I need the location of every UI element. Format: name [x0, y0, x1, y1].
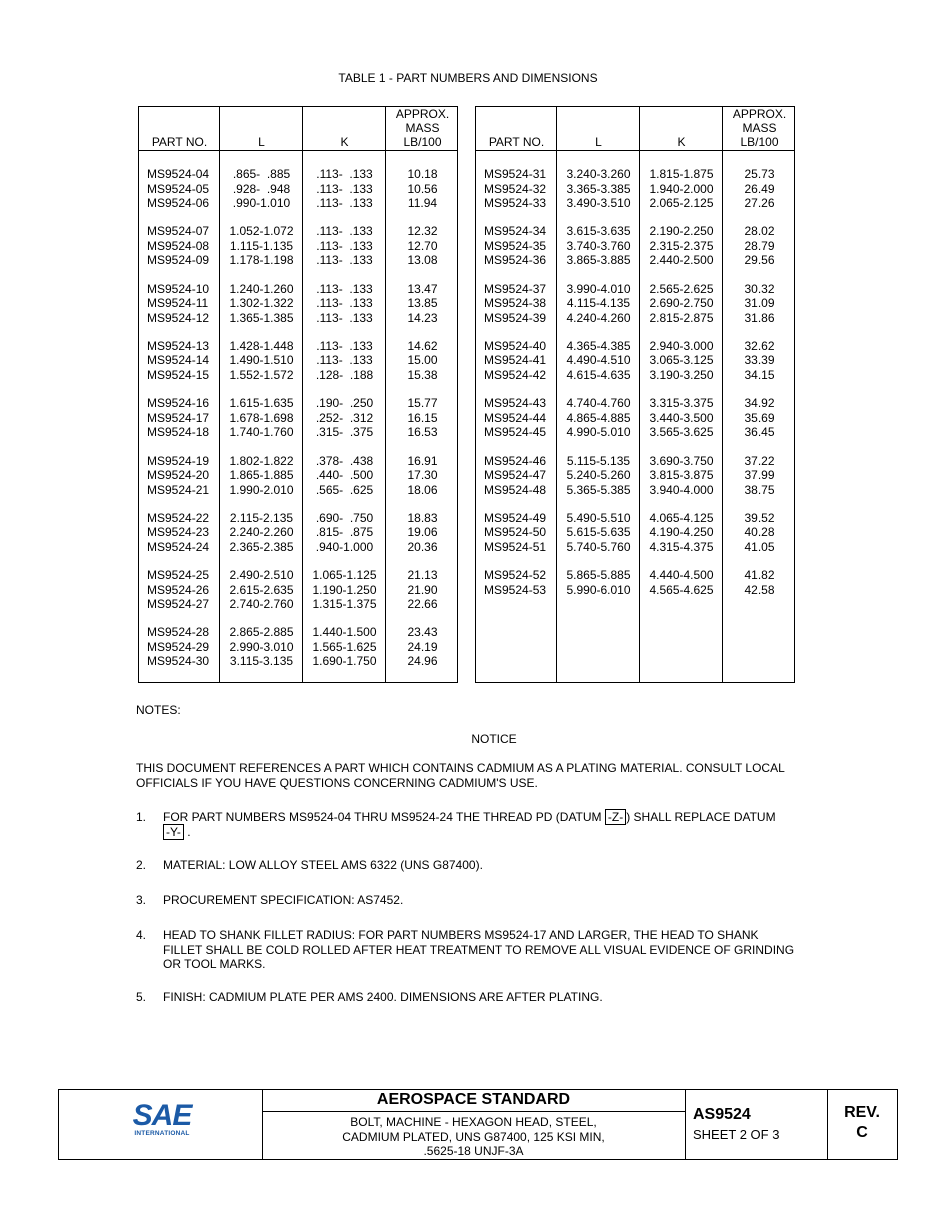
cell-part-no: MS9524-45	[484, 425, 547, 440]
cell-part-no: MS9524-04	[147, 167, 210, 181]
cell-part-no: MS9524-17	[147, 410, 210, 425]
cell-mass: 24.96	[407, 654, 438, 669]
cell-k: 1.690-1.750	[312, 654, 377, 669]
sheet-number: SHEET 2 OF 3	[693, 1127, 780, 1142]
cell-mass: 23.43	[407, 625, 438, 640]
cell-k: 3.065-3.125	[649, 353, 714, 368]
cell-mass: 18.06	[407, 482, 438, 497]
cell-l: .990-1.010	[232, 196, 291, 210]
cell-part-no: MS9524-41	[484, 353, 547, 368]
cell-part-no: MS9524-53	[484, 582, 547, 597]
datum-y-box: -Y-	[163, 824, 184, 840]
sae-logo	[127, 1099, 197, 1137]
cell-mass: 37.99	[744, 468, 775, 482]
cell-part-no: MS9524-48	[484, 482, 547, 497]
cell-l: 4.490-4.510	[566, 353, 631, 368]
cell-part-no: MS9524-30	[147, 654, 210, 669]
cell-l: 3.990-4.010	[566, 281, 631, 296]
cell-l: 1.178-1.198	[229, 253, 294, 268]
cell-part-no: MS9524-19	[147, 453, 210, 468]
cell-k: 2.690-2.750	[649, 296, 714, 311]
cell-l: 4.740-4.760	[566, 396, 631, 411]
cell-mass: 24.19	[407, 639, 438, 654]
cell-part-no: MS9524-42	[484, 367, 547, 382]
cell-part-no: MS9524-31	[484, 167, 547, 181]
cell-l: 2.990-3.010	[229, 639, 294, 654]
cell-part-no: MS9524-32	[484, 181, 547, 196]
cell-part-no: MS9524-16	[147, 396, 210, 411]
cell-k: .113- .133	[316, 224, 373, 239]
cell-l: 4.615-4.635	[566, 367, 631, 382]
cell-mass: 35.69	[744, 410, 775, 425]
cell-mass: 21.13	[407, 568, 438, 583]
cell-k: 4.190-4.250	[649, 525, 714, 540]
header-part-no: PART NO.	[488, 135, 545, 149]
cell-mass: 11.94	[407, 196, 438, 210]
cell-part-no: MS9524-24	[147, 539, 210, 554]
cell-part-no: MS9524-20	[147, 468, 210, 482]
cell-l: 5.990-6.010	[566, 582, 631, 597]
table-title: TABLE 1 - PART NUMBERS AND DIMENSIONS	[338, 71, 598, 85]
cell-l: .865- .885	[232, 167, 291, 181]
cell-k: .113- .133	[316, 281, 373, 296]
cell-part-no: MS9524-43	[484, 396, 547, 411]
cell-part-no: MS9524-40	[484, 338, 547, 353]
header-mass: APPROX. MASS LB/100	[395, 107, 450, 149]
cell-mass: 19.06	[407, 525, 438, 540]
cell-part-no: MS9524-27	[147, 597, 210, 612]
cell-mass: 29.56	[744, 253, 775, 268]
cell-l: 2.740-2.760	[229, 597, 294, 612]
cell-k: 2.190-2.250	[649, 224, 714, 239]
cell-part-no: MS9524-38	[484, 296, 547, 311]
cell-part-no: MS9524-36	[484, 253, 547, 268]
cell-mass: 10.56	[407, 181, 438, 196]
revision	[827, 1103, 897, 1143]
cell-l: 1.240-1.260	[229, 281, 294, 296]
cell-mass: 22.66	[407, 597, 438, 612]
cell-k: 3.315-3.375	[649, 396, 714, 411]
cell-k: 1.565-1.625	[312, 639, 377, 654]
header-k: K	[340, 135, 349, 149]
cell-k: .815- .875	[315, 525, 374, 540]
cell-mass: 15.00	[407, 353, 438, 368]
document-number: AS9524	[693, 1106, 751, 1123]
cell-part-no: MS9524-12	[147, 310, 210, 325]
cell-l: 2.615-2.635	[229, 582, 294, 597]
cell-mass: 41.05	[744, 539, 775, 554]
cell-mass: 12.32	[407, 224, 438, 239]
cell-part-no: MS9524-33	[484, 196, 547, 210]
cell-mass: 28.02	[744, 224, 775, 239]
cell-part-no: MS9524-37	[484, 281, 547, 296]
note-1: FOR PART NUMBERS MS9524-04 THRU MS9524-24 THE THREAD PD (DATUM -Z- ) SHALL REPLACE DATUM -Y- .	[163, 810, 776, 839]
cell-l: .928- .948	[232, 181, 291, 196]
cell-part-no: MS9524-22	[147, 510, 210, 525]
header-l: L	[258, 135, 265, 149]
cell-l: 1.115-1.135	[229, 238, 294, 253]
cell-l: 1.552-1.572	[229, 367, 294, 382]
cell-mass: 40.28	[744, 525, 775, 540]
cell-mass: 13.08	[407, 253, 438, 268]
cell-l: 1.740-1.760	[229, 425, 294, 440]
cell-mass: 32.62	[744, 338, 775, 353]
parts-table-left	[138, 106, 458, 683]
cell-l: 2.365-2.385	[229, 539, 294, 554]
cell-mass: 33.39	[744, 353, 775, 368]
cell-mass: 14.23	[407, 310, 438, 325]
cell-l: 1.490-1.510	[229, 353, 294, 368]
notes-heading: NOTES:	[136, 703, 181, 717]
cell-k: 3.940-4.000	[649, 482, 714, 497]
cell-mass: 20.36	[407, 539, 438, 554]
cell-part-no: MS9524-34	[484, 224, 547, 239]
cell-k: 4.565-4.625	[649, 582, 714, 597]
cell-k: 4.065-4.125	[649, 510, 714, 525]
cell-mass: 36.45	[744, 425, 775, 440]
cell-mass: 27.26	[744, 196, 775, 210]
cell-part-no: MS9524-06	[147, 196, 210, 210]
cell-part-no: MS9524-29	[147, 639, 210, 654]
cell-l: 3.115-3.135	[229, 654, 294, 669]
cell-mass: 13.47	[407, 281, 438, 296]
revision-letter: C	[856, 1124, 868, 1141]
note-3: PROCUREMENT SPECIFICATION: AS7452.	[163, 893, 404, 907]
cell-k: .113- .133	[316, 296, 373, 311]
cell-mass: 16.91	[407, 453, 438, 468]
cell-part-no: MS9524-50	[484, 525, 547, 540]
cell-k: .690- .750	[315, 510, 374, 525]
cell-k: 1.190-1.250	[312, 582, 377, 597]
cell-mass: 31.86	[744, 310, 775, 325]
cell-mass: 31.09	[744, 296, 775, 311]
cell-l: 3.490-3.510	[566, 196, 631, 210]
cell-k: .113- .133	[316, 238, 373, 253]
cell-l: 4.240-4.260	[566, 310, 631, 325]
cell-l: 3.615-3.635	[566, 224, 631, 239]
cell-l: 5.490-5.510	[566, 510, 631, 525]
cell-k: 2.440-2.500	[649, 253, 714, 268]
note-5-number: 5.	[136, 990, 147, 1004]
cell-mass: 28.79	[744, 238, 775, 253]
cell-l: 3.240-3.260	[566, 167, 631, 181]
cell-l: 1.428-1.448	[229, 338, 294, 353]
cell-k: .113- .133	[316, 253, 373, 268]
cell-mass: 34.15	[744, 367, 775, 382]
cell-k: 2.065-2.125	[649, 196, 714, 210]
cell-part-no: MS9524-46	[484, 453, 547, 468]
cell-mass: 26.49	[744, 181, 775, 196]
note-5: FINISH: CADMIUM PLATE PER AMS 2400. DIMENSIONS ARE AFTER PLATING.	[163, 990, 603, 1004]
cell-k: .440- .500	[315, 468, 374, 482]
cell-l: 1.865-1.885	[229, 468, 294, 482]
cell-mass: 12.70	[407, 238, 438, 253]
cell-mass: 18.83	[407, 510, 438, 525]
cell-mass: 15.38	[407, 367, 438, 382]
cell-part-no: MS9524-26	[147, 582, 210, 597]
cell-k: 1.315-1.375	[312, 597, 377, 612]
cell-l: 2.490-2.510	[229, 568, 294, 583]
notice-title: NOTICE	[471, 732, 517, 746]
sae-logo-subtitle: INTERNATIONAL	[134, 1130, 190, 1137]
cell-k: 3.440-3.500	[649, 410, 714, 425]
note-4-number: 4.	[136, 928, 147, 942]
cell-l: 2.115-2.135	[229, 510, 294, 525]
cell-mass: 16.53	[407, 425, 438, 440]
cell-k: 2.940-3.000	[649, 338, 714, 353]
cell-mass: 38.75	[744, 482, 775, 497]
cell-mass: 15.77	[407, 396, 438, 411]
part-description: BOLT, MACHINE - HEXAGON HEAD, STEEL, CADMIUM PLATED, UNS G87400, 125 KSI MIN, .5625-18 UNJF-3A	[342, 1115, 605, 1158]
cell-mass: 17.30	[407, 468, 438, 482]
cell-part-no: MS9524-10	[147, 281, 210, 296]
note-1-number: 1.	[136, 810, 147, 824]
cell-k: .128- .188	[315, 367, 374, 382]
cell-l: 5.240-5.260	[566, 468, 631, 482]
cell-k: 3.565-3.625	[649, 425, 714, 440]
cell-k: 3.815-3.875	[649, 468, 714, 482]
cell-l: 1.365-1.385	[229, 310, 294, 325]
cell-part-no: MS9524-44	[484, 410, 547, 425]
cell-k: 3.190-3.250	[649, 367, 714, 382]
cell-mass: 37.22	[744, 453, 775, 468]
cell-mass: 16.15	[407, 410, 438, 425]
cell-l: 4.865-4.885	[566, 410, 631, 425]
cell-k: 2.315-2.375	[649, 238, 714, 253]
note-4: HEAD TO SHANK FILLET RADIUS: FOR PART NUMBERS MS9524-17 AND LARGER, THE HEAD TO SHANK FILLET SHALL BE COLD ROLLED AFTER HEAT TREATMENT TO REMOVE ALL VISUAL EVIDENCE OF GRINDING OR TOOL MARKS.	[163, 928, 795, 971]
cell-mass: 30.32	[744, 281, 775, 296]
revision-label: REV.	[844, 1104, 880, 1121]
cell-l: 5.365-5.385	[566, 482, 631, 497]
cell-part-no: MS9524-25	[147, 568, 210, 583]
cell-l: 1.802-1.822	[229, 453, 294, 468]
cell-l: 4.365-4.385	[566, 338, 631, 353]
cell-part-no: MS9524-07	[147, 224, 210, 239]
cell-part-no: MS9524-18	[147, 425, 210, 440]
cell-l: 1.990-2.010	[229, 482, 294, 497]
cell-k: 4.440-4.500	[649, 568, 714, 583]
cell-l: 1.615-1.635	[229, 396, 294, 411]
cell-l: 5.115-5.135	[566, 453, 631, 468]
cell-mass: 41.82	[744, 568, 775, 583]
cell-k: .113- .133	[316, 167, 373, 181]
cell-k: .113- .133	[316, 310, 373, 325]
note-3-number: 3.	[136, 893, 147, 907]
note-2: MATERIAL: LOW ALLOY STEEL AMS 6322 (UNS G87400).	[163, 858, 483, 872]
cell-part-no: MS9524-28	[147, 625, 210, 640]
cell-l: 1.678-1.698	[229, 410, 294, 425]
cell-k: .565- .625	[315, 482, 374, 497]
cell-part-no: MS9524-09	[147, 253, 210, 268]
cell-k: 2.815-2.875	[649, 310, 714, 325]
title-block	[58, 1089, 898, 1160]
cell-mass: 14.62	[407, 338, 438, 353]
cell-mass: 39.52	[744, 510, 775, 525]
cell-k: .940-1.000	[315, 539, 374, 554]
parts-table-right	[475, 106, 795, 683]
cell-l: 5.865-5.885	[566, 568, 631, 583]
notice-text: THIS DOCUMENT REFERENCES A PART WHICH CONTAINS CADMIUM AS A PLATING MATERIAL. CONSULT LOCAL OFFICIALS IF YOU HAVE QUESTIONS CONCERNING CADMIUM'S USE.	[136, 761, 785, 790]
cell-mass: 10.18	[407, 167, 438, 181]
cell-k: .113- .133	[316, 181, 373, 196]
cell-mass: 42.58	[744, 582, 775, 597]
cell-l: 4.990-5.010	[566, 425, 631, 440]
header-k: K	[677, 135, 686, 149]
cell-part-no: MS9524-39	[484, 310, 547, 325]
cell-k: 2.565-2.625	[649, 281, 714, 296]
cell-mass: 25.73	[744, 167, 775, 181]
cell-k: .113- .133	[316, 353, 373, 368]
cell-part-no: MS9524-47	[484, 468, 547, 482]
cell-l: 2.865-2.885	[229, 625, 294, 640]
cell-part-no: MS9524-15	[147, 367, 210, 382]
cell-k: 1.065-1.125	[312, 568, 377, 583]
standard-title: AEROSPACE STANDARD	[376, 1091, 571, 1108]
cell-part-no: MS9524-14	[147, 353, 210, 368]
cell-k: .113- .133	[316, 338, 373, 353]
cell-part-no: MS9524-51	[484, 539, 547, 554]
cell-k: .315- .375	[315, 425, 374, 440]
cell-part-no: MS9524-11	[147, 296, 209, 311]
cell-k: .252- .312	[315, 410, 374, 425]
note-2-number: 2.	[136, 858, 147, 872]
cell-k: .190- .250	[315, 396, 374, 411]
cell-l: 3.365-3.385	[566, 181, 631, 196]
cell-l: 1.302-1.322	[229, 296, 294, 311]
cell-k: 1.815-1.875	[649, 167, 714, 181]
datum-z-box: -Z-	[605, 809, 626, 825]
header-part-no: PART NO.	[151, 135, 208, 149]
cell-part-no: MS9524-05	[147, 181, 210, 196]
cell-mass: 21.90	[407, 582, 438, 597]
cell-k: .378- .438	[315, 453, 374, 468]
header-l: L	[595, 135, 602, 149]
cell-l: 1.052-1.072	[229, 224, 294, 239]
cell-l: 4.115-4.135	[566, 296, 631, 311]
cell-k: 1.940-2.000	[649, 181, 714, 196]
cell-mass: 13.85	[407, 296, 438, 311]
cell-l: 5.615-5.635	[566, 525, 631, 540]
cell-part-no: MS9524-52	[484, 568, 547, 583]
cell-l: 3.740-3.760	[566, 238, 631, 253]
cell-part-no: MS9524-49	[484, 510, 547, 525]
cell-part-no: MS9524-13	[147, 338, 210, 353]
cell-k: .113- .133	[316, 196, 373, 210]
cell-part-no: MS9524-35	[484, 238, 547, 253]
cell-k: 3.690-3.750	[649, 453, 714, 468]
header-mass: APPROX. MASS LB/100	[732, 107, 787, 149]
cell-mass: 34.92	[744, 396, 775, 411]
cell-part-no: MS9524-08	[147, 238, 210, 253]
cell-part-no: MS9524-21	[147, 482, 210, 497]
cell-k: 1.440-1.500	[312, 625, 377, 640]
cell-l: 3.865-3.885	[566, 253, 631, 268]
cell-l: 5.740-5.760	[566, 539, 631, 554]
cell-k: 4.315-4.375	[649, 539, 714, 554]
cell-part-no: MS9524-23	[147, 525, 210, 540]
sae-logo-mark: SAE	[132, 1099, 192, 1132]
cell-l: 2.240-2.260	[229, 525, 294, 540]
